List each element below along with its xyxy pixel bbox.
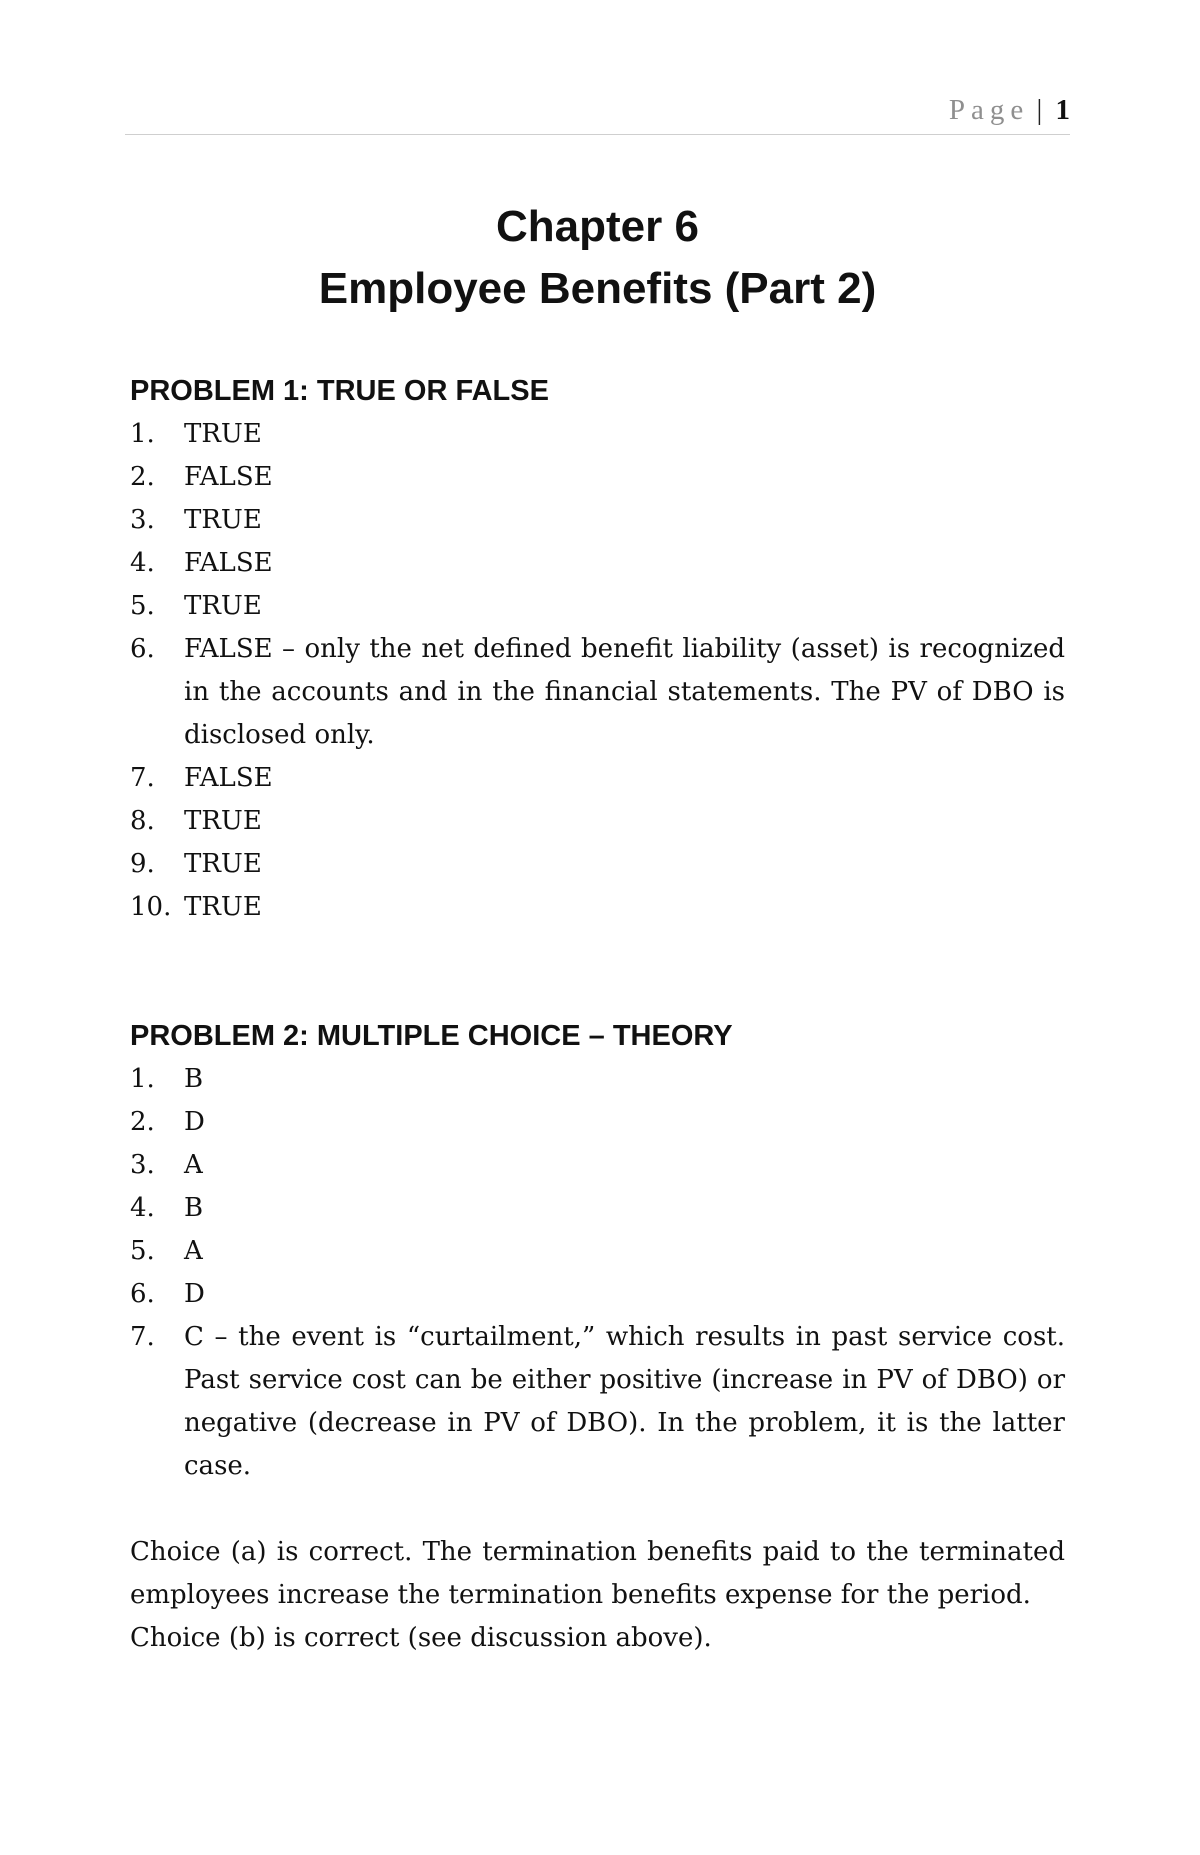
list-item: [130, 843, 1065, 886]
choice-b-explanation: Choice (b) is correct (see discussion above).: [130, 1623, 712, 1653]
item-answer: TRUE: [184, 419, 262, 449]
list-item: [130, 499, 1065, 542]
list-item: [130, 1144, 1065, 1187]
item-number: 10.: [130, 892, 172, 922]
item-number: 3.: [130, 1150, 155, 1180]
section-spacer: [130, 929, 1065, 1015]
list-item: [130, 456, 1065, 499]
list-item: [130, 542, 1065, 585]
item-answer: FALSE – only the net defined benefit liability (asset) is recognized in the accounts and in the financial statements. The PV of DBO is disclosed only.: [184, 634, 1065, 750]
item-number: 3.: [130, 505, 155, 535]
item-number: 1.: [130, 1064, 155, 1094]
list-item: [130, 800, 1065, 843]
item-answer: D: [184, 1279, 205, 1309]
page-separator: |: [1036, 94, 1043, 126]
list-item: [130, 757, 1065, 800]
item-answer: FALSE: [184, 548, 273, 578]
item-number: 6.: [130, 1279, 155, 1309]
list-item: [130, 886, 1065, 929]
chapter-title: [125, 196, 1070, 320]
page-header: [125, 88, 1070, 135]
item-number: 7.: [130, 763, 155, 793]
item-number: 8.: [130, 806, 155, 836]
item-answer: TRUE: [184, 849, 262, 879]
item-number: 2.: [130, 462, 155, 492]
list-item: [130, 1187, 1065, 1230]
document-body: [130, 370, 1065, 1660]
page-label: Page: [948, 94, 1030, 126]
list-item: [130, 628, 1065, 757]
page-number: 1: [1055, 94, 1070, 126]
problem2-answer-list: [130, 1058, 1065, 1488]
list-item: [130, 1316, 1065, 1488]
item-number: 5.: [130, 591, 155, 621]
item-number: 4.: [130, 548, 155, 578]
chapter-subtitle: Employee Benefits (Part 2): [318, 264, 877, 313]
item-number: 1.: [130, 419, 155, 449]
problem2-heading: PROBLEM 2: MULTIPLE CHOICE – THEORY: [130, 1020, 733, 1052]
item-answer: FALSE: [184, 462, 273, 492]
problem1-heading: PROBLEM 1: TRUE OR FALSE: [130, 375, 549, 407]
paragraph-spacer: [130, 1488, 1065, 1531]
item-answer: B: [184, 1064, 204, 1094]
chapter-number: Chapter 6: [496, 202, 699, 251]
list-item: [130, 585, 1065, 628]
item-answer: TRUE: [184, 806, 262, 836]
item-number: 2.: [130, 1107, 155, 1137]
item-number: 7.: [130, 1322, 155, 1352]
list-item: [130, 1230, 1065, 1273]
item-answer: TRUE: [184, 591, 262, 621]
choice-a-explanation: Choice (a) is correct. The termination benefits paid to the terminated employees increase the termination benefits expense for the period.: [130, 1537, 1065, 1610]
list-item: [130, 1101, 1065, 1144]
list-item: [130, 413, 1065, 456]
item-answer: TRUE: [184, 505, 262, 535]
item-answer: A: [184, 1236, 203, 1266]
list-item: [130, 1273, 1065, 1316]
item-number: 6.: [130, 634, 155, 664]
item-answer: A: [184, 1150, 203, 1180]
item-number: 9.: [130, 849, 155, 879]
item-answer: TRUE: [184, 892, 262, 922]
list-item: [130, 1058, 1065, 1101]
problem1-answer-list: [130, 413, 1065, 929]
item-number: 4.: [130, 1193, 155, 1223]
item-answer: C – the event is “curtailment,” which results in past service cost. Past service cost can be either positive (increase in PV of DBO) or negative (decrease in PV of DBO). In the problem, it is the latter case.: [184, 1322, 1065, 1481]
item-number: 5.: [130, 1236, 155, 1266]
item-answer: FALSE: [184, 763, 273, 793]
item-answer: B: [184, 1193, 204, 1223]
item-answer: D: [184, 1107, 205, 1137]
